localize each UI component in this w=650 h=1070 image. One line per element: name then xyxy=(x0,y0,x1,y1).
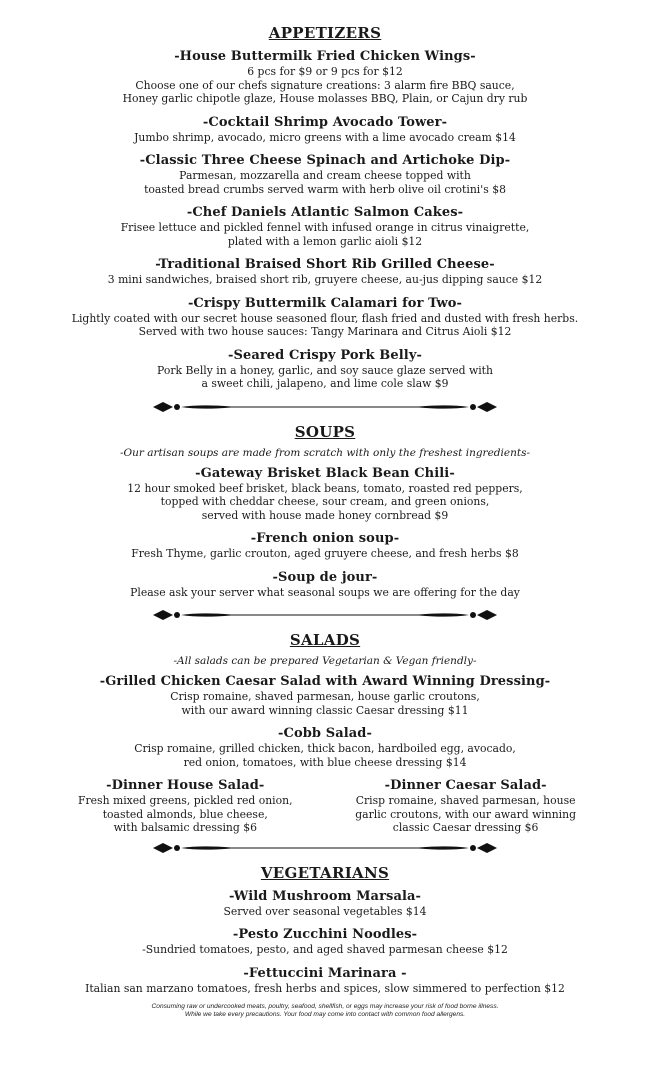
soups-note: -Our artisan soups are made from scratch with only the freshest ingredients- xyxy=(119,446,531,459)
item-name: -Classic Three Cheese Spinach and Artichoke Dip- xyxy=(139,153,511,168)
appetizers-section xyxy=(0,24,650,391)
item-name: -House Buttermilk Fried Chicken Wings- xyxy=(174,49,476,64)
item-name: -Crispy Buttermilk Calamari for Two- xyxy=(187,295,463,311)
item-description: Frisee lettuce and pickled fennel with infused orange in citrus vinaigrette, plated with a lemon garlic aioli $12 xyxy=(120,221,530,248)
soups-section xyxy=(0,423,650,600)
menu-item xyxy=(0,347,650,391)
item-description: Fresh Thyme, garlic crouton, aged gruyere cheese, and fresh herbs $8 xyxy=(131,547,519,560)
item-name: -Pesto Zucchini Noodles- xyxy=(232,927,418,942)
item-name: -Seared Crispy Pork Belly- xyxy=(227,347,422,363)
item-name: -French onion soup- xyxy=(250,531,400,546)
vegetarians-section xyxy=(0,864,650,996)
vegetarians-heading: VEGETARIANS xyxy=(260,863,390,882)
salads-section xyxy=(0,631,650,835)
item-name: -Cocktail Shrimp Avocado Tower- xyxy=(202,114,448,130)
item-name: -Cobb Salad- xyxy=(278,726,372,741)
item-name: -Soup de jour- xyxy=(272,569,378,585)
item-description: -Sundried tomatoes, pesto, and aged shaved parmesan cheese $12 xyxy=(142,943,508,956)
item-description: Crisp romaine, grilled chicken, thick bacon, hardboiled egg, avocado, red onion, tomatoes, with blue cheese dressing $14 xyxy=(134,742,516,769)
item-description: Served over seasonal vegetables $14 xyxy=(223,904,427,918)
ornamental-divider xyxy=(151,607,499,623)
menu-item xyxy=(0,204,650,248)
item-description: Crisp romaine, shaved parmesan, house garlic croutons, with our award winning classic Caesar dressing $11 xyxy=(170,690,480,717)
ornamental-divider xyxy=(151,399,499,415)
item-name: -Wild Mushroom Marsala- xyxy=(228,888,422,904)
salads-heading: SALADS xyxy=(289,631,361,649)
ornamental-divider xyxy=(151,840,499,856)
salads-note: -All salads can be prepared Vegetarian & Vegan friendly- xyxy=(173,655,477,667)
menu-item xyxy=(0,725,650,769)
item-description: Italian san marzano tomatoes, fresh herbs and spices, slow simmered to perfection $12 xyxy=(85,981,565,995)
item-name: -Dinner Caesar Salad- xyxy=(384,778,547,793)
item-name: -Grilled Chicken Caesar Salad with Award Winning Dressing- xyxy=(99,674,551,689)
soups-heading: SOUPS xyxy=(294,422,356,441)
menu-item xyxy=(0,48,650,106)
item-name: -Fettuccini Marinara - xyxy=(243,965,407,981)
item-description: Fresh mixed greens, pickled red onion, toasted almonds, blue cheese, with balsamic dressing $6 xyxy=(78,794,293,834)
item-description: 6 pcs for $9 or 9 pcs for $12 Choose one of our chefs signature creations: 3 alarm fire BBQ sauce, Honey garlic chipotle glaze, House molasses BBQ, Plain, or Cajun dry rub xyxy=(122,65,528,105)
menu-item xyxy=(0,530,650,561)
salad-columns xyxy=(0,777,650,835)
item-name: -Dinner House Salad- xyxy=(106,778,265,793)
menu-item xyxy=(0,256,650,287)
menu-item xyxy=(0,465,650,523)
item-description: Crisp romaine, shaved parmesan, house garlic croutons, with our award winning classic Caesar dressing $6 xyxy=(355,794,576,834)
menu-item xyxy=(0,926,650,957)
menu-item xyxy=(0,152,650,196)
item-description: Jumbo shrimp, avocado, micro greens with a lime avocado cream $14 xyxy=(134,130,516,144)
item-name: -Chef Daniels Atlantic Salmon Cakes- xyxy=(186,205,464,220)
item-description: 12 hour smoked beef brisket, black beans, tomato, roasted red peppers, topped with cheddar cheese, sour cream, and green onions, served with house made honey cornbread $9 xyxy=(127,481,523,522)
menu-item xyxy=(0,673,650,717)
menu-item-left xyxy=(78,777,293,835)
item-description: 3 mini sandwiches, braised short rib, gruyere cheese, au-jus dipping sauce $12 xyxy=(107,273,543,286)
item-description: Pork Belly in a honey, garlic, and soy sauce glaze served with a sweet chili, jalapeno, and lime cole slaw $9 xyxy=(157,363,493,390)
appetizers-heading: APPETIZERS xyxy=(268,24,382,42)
menu-item xyxy=(0,888,650,919)
item-description: Lightly coated with our secret house seasoned flour, flash fried and dusted with fresh herbs. Served with two house sauces: Tangy Marinara and Citrus Aioli $12 xyxy=(71,311,579,338)
menu-item-right xyxy=(355,777,576,835)
allergen-disclaimer: Consuming raw or undercooked meats, poultry, seafood, shellfish, or eggs may increase your risk of food borne illness. While we take every precautions. Your food may come into contact with common food allergens. xyxy=(151,1003,499,1018)
menu-item xyxy=(0,114,650,145)
menu-item xyxy=(0,295,650,339)
menu-item xyxy=(0,569,650,600)
menu xyxy=(0,24,650,1019)
item-name: -Traditional Braised Short Rib Grilled Cheese- xyxy=(155,257,495,272)
menu-item xyxy=(0,965,650,996)
item-description: Please ask your server what seasonal soups we are offering for the day xyxy=(130,585,520,599)
item-description: Parmesan, mozzarella and cream cheese topped with toasted bread crumbs served warm with herb olive oil crotini's $8 xyxy=(144,169,506,196)
item-name: -Gateway Brisket Black Bean Chili- xyxy=(195,465,455,481)
